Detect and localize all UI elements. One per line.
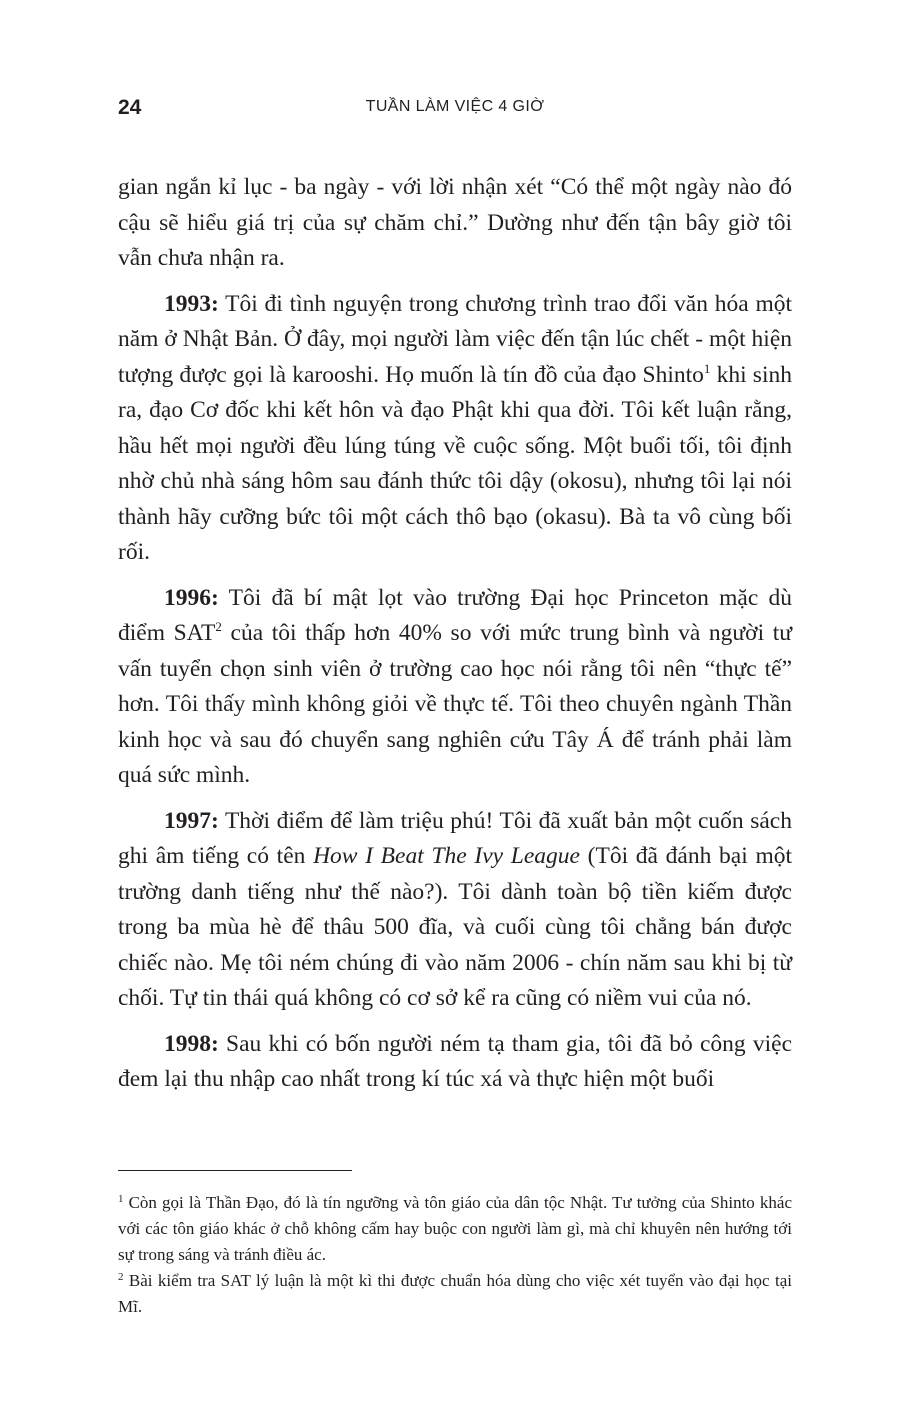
paragraph-1993 (118, 287, 792, 571)
footnote-1 (118, 1190, 792, 1268)
paragraph-text: Tôi đã bí mật lọt vào trường Đại học Princeton mặc dù điểm SAT (118, 584, 792, 646)
year-label: 1993: (164, 290, 219, 317)
paragraph-text: (Tôi đã đánh bại một trường danh tiếng như thế nào?). Tôi dành toàn bộ tiền kiếm được trong ba mùa hè để thâu 500 đĩa, và cuối cùng tôi chẳng bán được chiếc nào. Mẹ tôi ném chúng đi vào năm 2006 - chín năm sau khi bị từ chối. Tự tin thái quá không có cơ sở kể ra cũng có niềm vui của nó. (118, 843, 792, 1011)
footnote-marker: 1 (118, 1193, 124, 1205)
paragraph-continuation: gian ngắn kỉ lục - ba ngày - với lời nhận xét “Có thể một ngày nào đó cậu sẽ hiểu giá trị của sự chăm chỉ.” Dường như đến tận bây giờ tôi vẫn chưa nhận ra. (118, 174, 792, 271)
book-title: How I Beat The Ivy League (313, 843, 580, 869)
footnote-text: Bài kiểm tra SAT lý luận là một kì thi được chuẩn hóa dùng cho việc xét tuyển vào đại học tại Mĩ. (118, 1271, 792, 1316)
footnote-text: Còn gọi là Thần Đạo, đó là tín ngưỡng và tôn giáo của dân tộc Nhật. Tư tưởng của Shinto khác với các tôn giáo khác ở chỗ không cấm hay buộc con người làm gì, mà chỉ khuyên nên hướng tới sự trong sáng và tránh điều ác. (118, 1193, 792, 1264)
page-number: 24 (118, 96, 142, 119)
main-text (118, 170, 792, 1108)
footnote-marker: 2 (118, 1271, 124, 1283)
footnote-ref: 1 (703, 360, 711, 376)
footnotes (118, 1190, 792, 1320)
paragraph-text: của tôi thấp hơn 40% so với mức trung bình và người tư vấn tuyển chọn sinh viên ở trường cao học nói rằng tôi nên “thực tế” hơn. Tôi thấy mình không giỏi về thực tế. Tôi theo chuyên ngành Thần kinh học và sau đó chuyển sang nghiên cứu Tây Á để tránh phải làm quá sức mình. (118, 620, 792, 788)
page-header (118, 96, 792, 124)
paragraph-text: Sau khi có bốn người ném tạ tham gia, tôi đã bỏ công việc đem lại thu nhập cao nhất trong kí túc xá và thực hiện một buổi (118, 1030, 792, 1092)
footnote-ref: 2 (215, 619, 222, 634)
footnote-divider (118, 1170, 352, 1171)
paragraph-1997 (118, 804, 792, 1017)
running-title: TUẦN LÀM VIỆC 4 GIỜ (365, 98, 545, 115)
paragraph-1996 (118, 581, 792, 794)
year-label: 1996: (164, 584, 219, 611)
year-label: 1997: (164, 807, 219, 834)
paragraph-text: Thời điểm để làm triệu phú! Tôi đã xuất bản một cuốn sách ghi âm tiếng có tên (118, 807, 792, 869)
paragraph-1998 (118, 1027, 792, 1098)
year-label: 1998: (164, 1030, 219, 1057)
footnote-2 (118, 1268, 792, 1320)
paragraph-text: khi sinh ra, đạo Cơ đốc khi kết hôn và đạo Phật khi qua đời. Tôi kết luận rằng, hầu hết mọi người đều lúng túng về cuộc sống. Một buổi tối, tôi định nhờ chủ nhà sáng hôm sau đánh thức tôi dậy (okosu), nhưng tôi lại nói thành hãy cưỡng bức tôi một cách thô bạo (okasu). Bà ta vô cùng bối rối. (118, 361, 792, 565)
paragraph-text: Tôi đi tình nguyện trong chương trình trao đổi văn hóa một năm ở Nhật Bản. Ở đây, mọi người làm việc đến tận lúc chết - một hiện tượng được gọi là karooshi. Họ muốn là tín đồ của đạo Shinto (118, 290, 792, 388)
